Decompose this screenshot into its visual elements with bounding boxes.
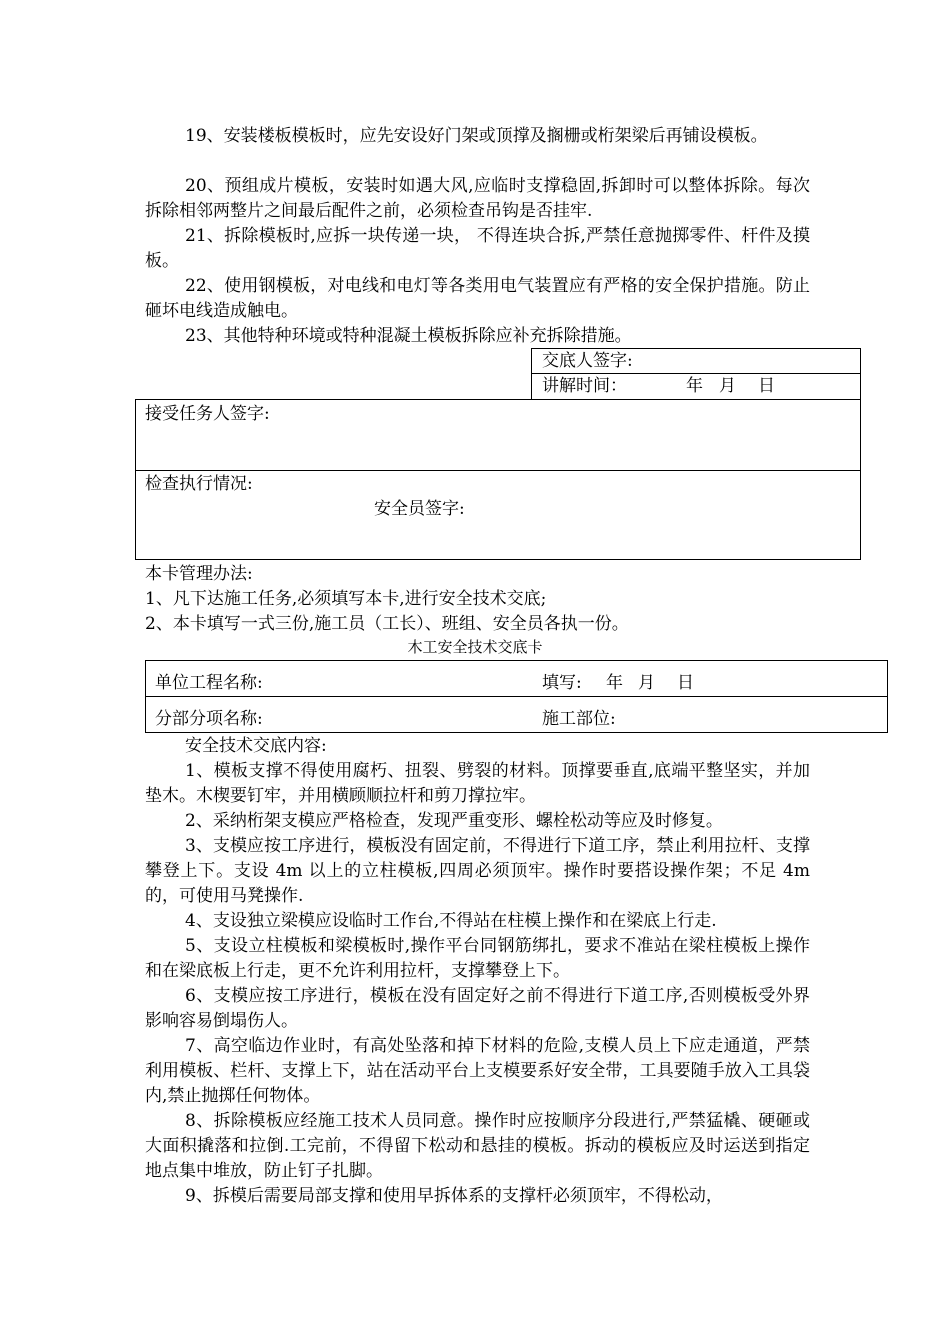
fill-year: 年 (606, 673, 623, 693)
item-21: 21、拆除模板时,应拆一块传递一块， 不得连块合拆,严禁任意抛掷零件、杆件及摸板。 (145, 226, 810, 271)
location-label: 施工部位: (542, 709, 616, 729)
management-rule-2: 2、本卡填写一式三份,施工员（工长）、班组、安全员各执一份。 (145, 614, 629, 634)
presenter-sign-label: 交底人签字: (542, 351, 633, 371)
explain-year: 年 (686, 376, 703, 396)
divider (135, 470, 861, 471)
card-item-6: 6、支模应按工序进行，模板在没有固定好之前不得进行下道工序,否则模板受外界影响容易倒塌伤人。 (145, 986, 810, 1031)
fill-day: 日 (677, 673, 694, 693)
item-20: 20、预组成片模板，安装时如遇大风,应临时支撑稳固,拆卸时可以整体拆除。每次拆除相邻两整片之间最后配件之前，必须检查吊钩是否挂牢. (145, 176, 810, 221)
receiver-sign-label: 接受任务人签字: (145, 404, 270, 424)
content-heading: 安全技术交底内容: (185, 736, 327, 756)
item-22: 22、使用钢模板，对电线和电灯等各类用电气装置应有严格的安全保护措施。防止砸坏电线造成触电。 (145, 276, 810, 321)
card-title: 木工安全技术交底卡 (407, 638, 543, 656)
card-item-2: 2、采纳桁架支模应严格检查，发现严重变形、螺栓松动等应及时修复。 (185, 811, 723, 831)
divider (145, 696, 888, 697)
explain-day: 日 (758, 376, 775, 396)
item-23: 23、其他特种环境或特种混凝土模板拆除应补充拆除措施。 (185, 326, 632, 346)
card-item-8: 8、拆除模板应经施工技术人员同意。操作时应按顺序分段进行,严禁猛橇、硬砸或大面积撬落和拉倒.工完前，不得留下松动和悬挂的模板。拆动的模板应及时运送到指定地点集中堆放，防止钉子扎脚。 (145, 1111, 810, 1181)
card-item-4: 4、支设独立梁模应设临时工作台,不得站在柱模上操作和在梁底上行走. (185, 911, 717, 931)
fill-date-label: 填写: (542, 673, 582, 693)
explain-time-label: 讲解时间： (542, 376, 627, 396)
fill-month: 月 (638, 673, 655, 693)
sub-project-label: 分部分项名称: (155, 709, 263, 729)
card-item-5: 5、支设立柱模板和梁模板时,操作平台同钢筋绑扎，要求不准站在梁柱模板上操作和在梁底板上行走，更不允许利用拉杆，支撑攀登上下。 (145, 936, 810, 981)
management-rule-1: 1、凡下达施工任务,必须填写本卡,进行安全技术交底; (145, 589, 547, 609)
safety-officer-sign-label: 安全员签字: (374, 499, 465, 519)
card-item-3: 3、支模应按工序进行，模板没有固定前，不得进行下道工序，禁止利用拉杆、支撑攀登上下。支设 4m 以上的立柱模板,四周必须顶牢。操作时要搭设操作架；不足 4m 的，可使用马凳操作. (145, 836, 810, 906)
card-item-7: 7、高空临边作业时，有高处坠落和掉下材料的危险,支模人员上下应走通道，严禁利用模板、栏杆、支撑上下，站在活动平台上支模要系好安全带，工具要随手放入工具袋内,禁止抛掷任何物体。 (145, 1036, 810, 1106)
unit-project-label: 单位工程名称: (155, 673, 263, 693)
item-19: 19、安装楼板模板时，应先安设好门架或顶撑及搁栅或桁架梁后再铺设模板。 (185, 126, 768, 146)
inspection-label: 检查执行情况: (145, 474, 253, 494)
management-heading: 本卡管理办法: (145, 564, 253, 584)
explain-month: 月 (719, 376, 736, 396)
card-item-1: 1、模板支撑不得使用腐朽、扭裂、劈裂的材料。顶撑要垂直,底端平整坚实，并加垫木。木楔要钉牢，并用横顾顺拉杆和剪刀撑拉牢。 (145, 761, 810, 806)
card-item-9: 9、拆模后需要局部支撑和使用早拆体系的支撑杆必须顶牢，不得松动， (185, 1186, 723, 1206)
